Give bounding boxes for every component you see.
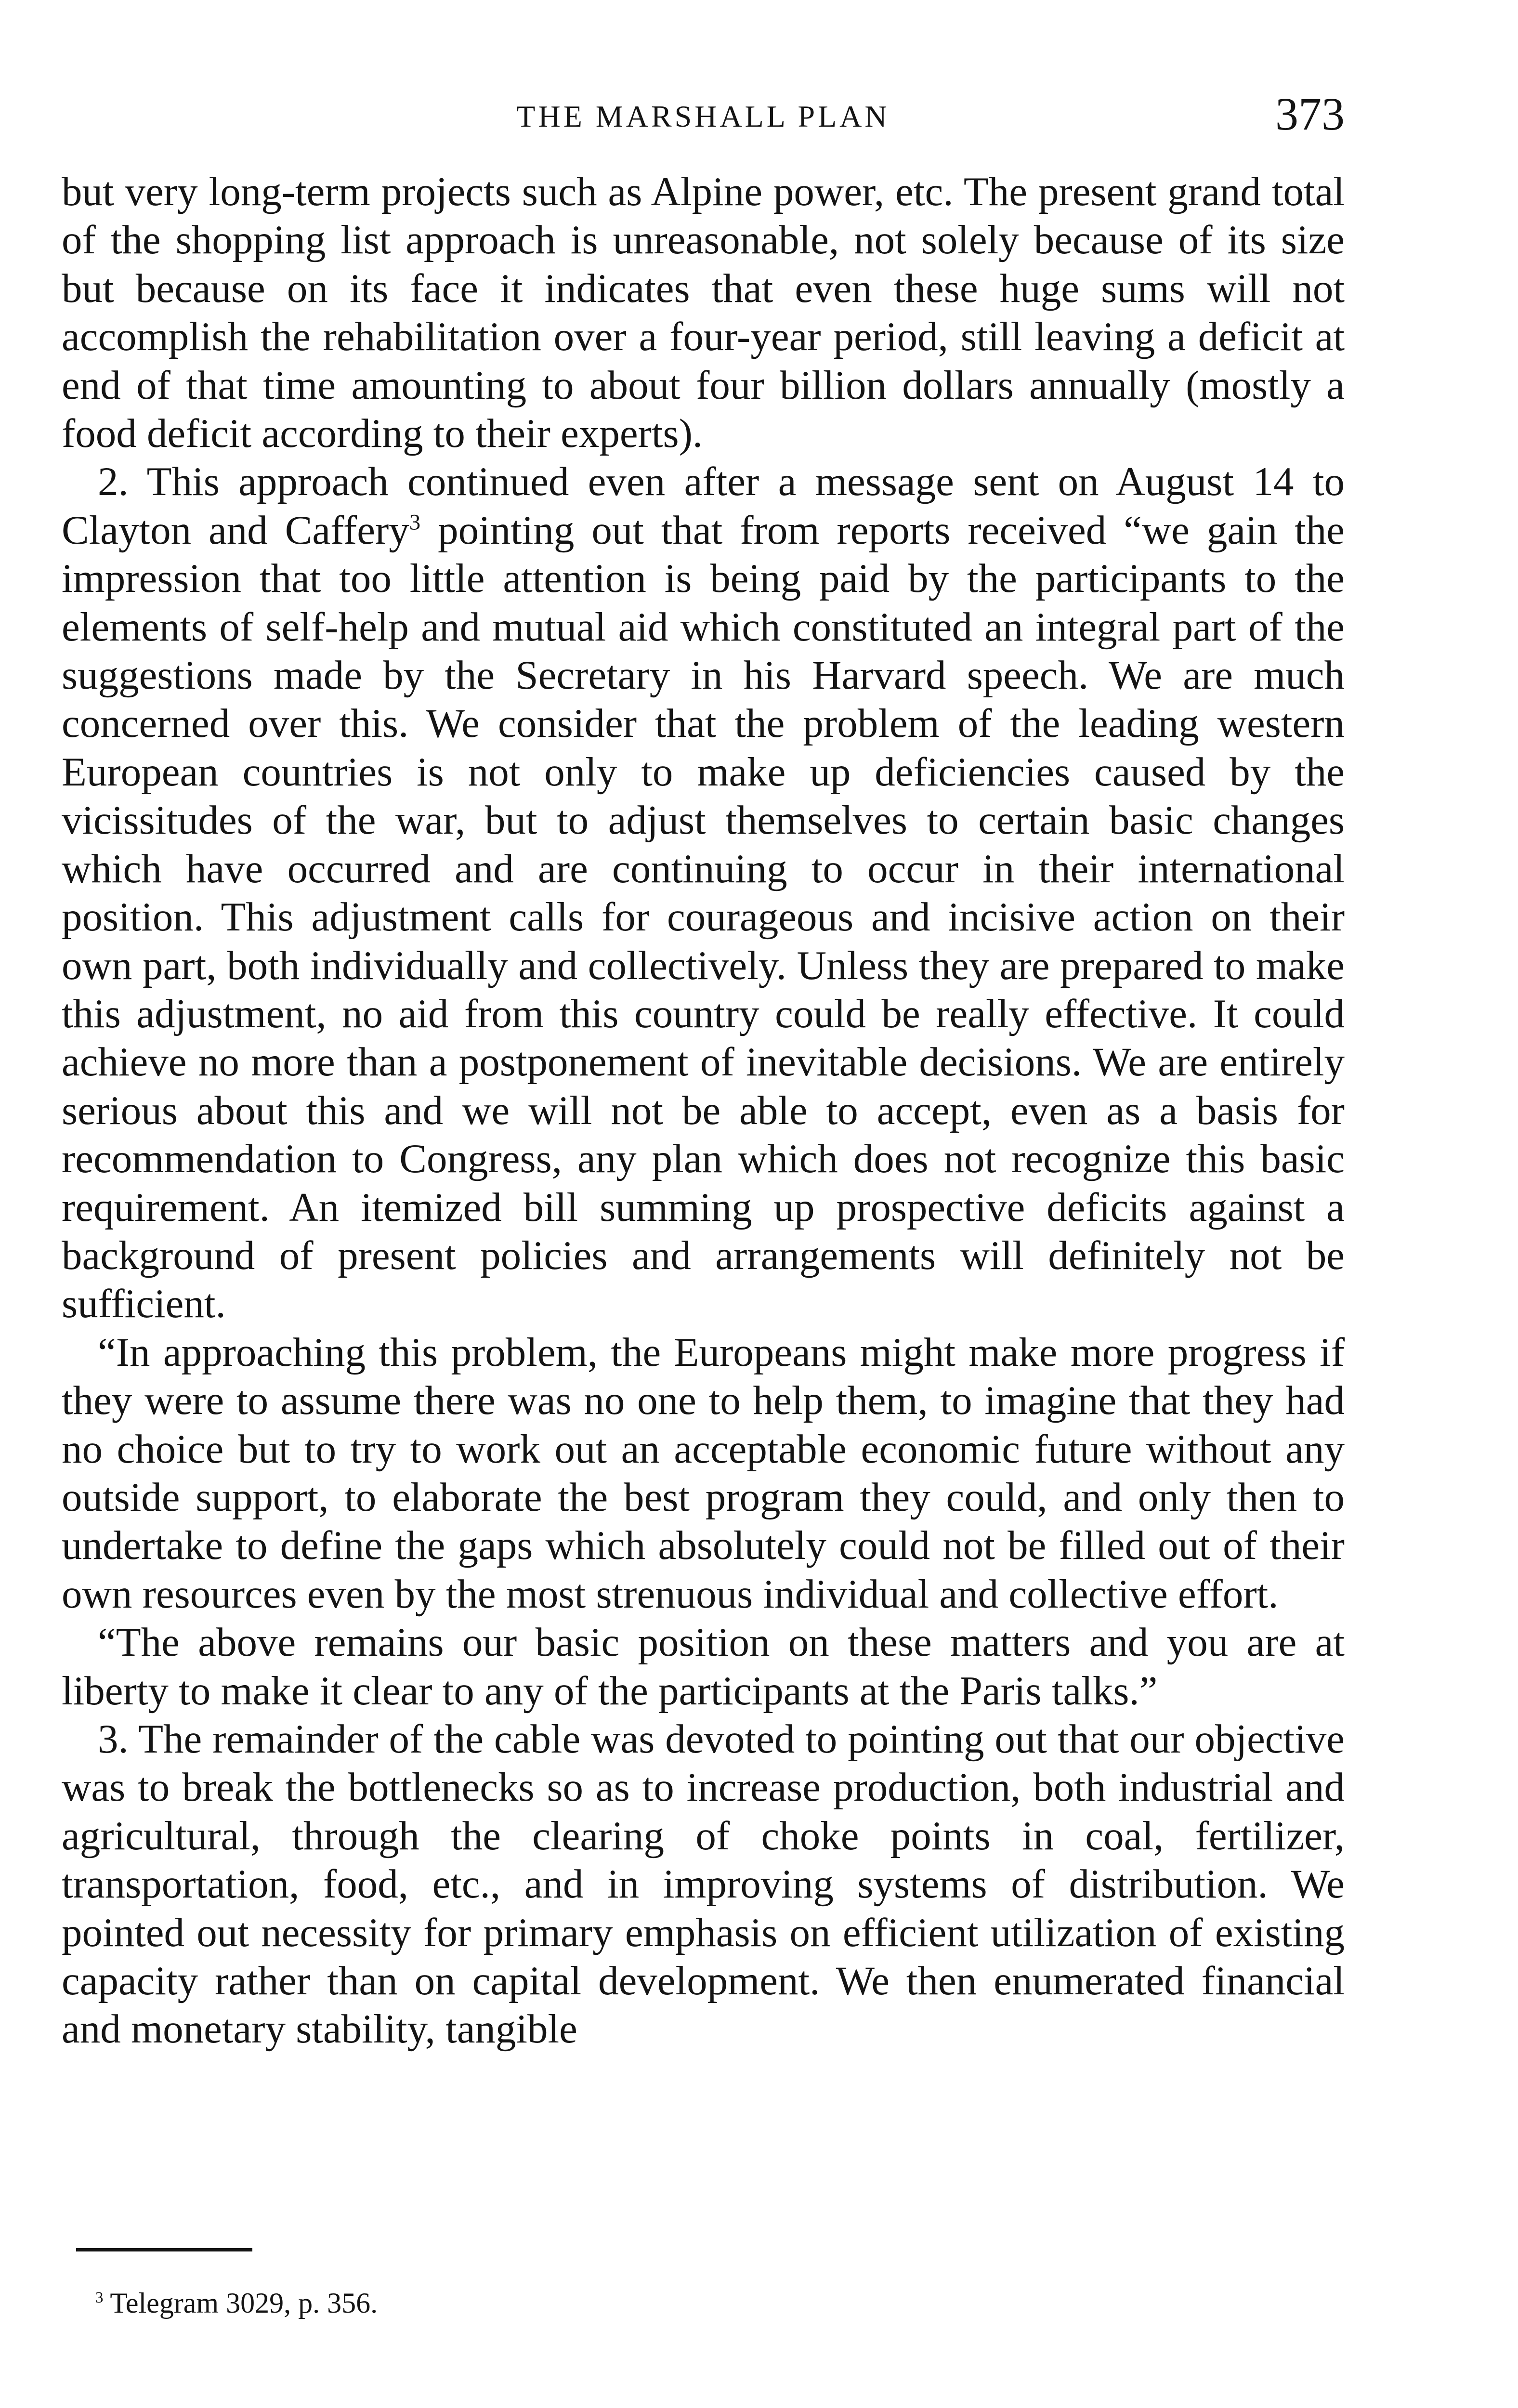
running-head <box>62 88 1345 141</box>
page-number: 373 <box>1275 88 1345 140</box>
footnote-divider <box>76 2248 252 2251</box>
running-title: THE MARSHALL PLAN <box>516 99 890 133</box>
paragraph-continuation: but very long-term projects such as Alpine power, etc. The present grand total of the shopping list approach is unreasonable, not solely because of its size but because on its face it indicates that even these huge sums will not accomplish the rehabilitation over a four-year period, still leaving a deficit at end of that time amounting to about four billion dollars annually (mostly a food deficit according to their experts). <box>62 169 1345 457</box>
footnote-text: Telegram 3029, p. 356. <box>110 2287 378 2319</box>
footnote-reference: 3 <box>409 510 421 535</box>
paragraph-5: 3. The remainder of the cable was devoted to pointing out that our objective was to break the bottlenecks so as to increase production, both industrial and agricultural, through the clearing of choke points in coal, fertilizer, transportation, food, etc., and in improving systems of distribution. We pointed out necessity for primary emphasis on efficient utilization of existing capacity rather than on capital development. We then enumerated financial and monetary stability, tangible <box>62 1716 1345 2052</box>
footnote <box>95 2285 378 2321</box>
footnote-marker: 3 <box>95 2289 104 2306</box>
paragraph-2 <box>62 458 1345 1328</box>
paragraph-3: “In approaching this problem, the Europeans might make more progress if they were to assume there was no one to help them, to imagine that they had no choice but to try to work out an acceptable economic future without any outside support, to elaborate the best program they could, and only then to undertake to define the gaps which absolutely could not be filled out of their own resources even by the most strenuous individual and collective effort. <box>62 1329 1345 1617</box>
paragraph-2-text-before-ref: 2. This approach continued even after a message sent on August 14 to Clayton and Caffery <box>62 459 1345 553</box>
paragraph-4: “The above remains our basic position on these matters and you are at liberty to make it clear to any of the participants at the Paris talks.” <box>62 1620 1345 1714</box>
paragraph-2-text-after-ref: pointing out that from reports received “we gain the impression that too little attention is being paid by the participants to the elements of self-help and mutual aid which constituted an integral part of the suggestions made by the Secretary in his Harvard speech. We are much concerned over this. We consider that the problem of the leading western European countries is not only to make up deficiencies caused by the vicissitudes of the war, but to adjust themselves to certain basic changes which have occurred and are continuing to occur in their international position. This adjustment calls for courageous and incisive action on their own part, both individually and collectively. Unless they are prepared to make this adjustment, no aid from this country could be really effective. It could achieve no more than a postponement of inevitable decisions. We are entirely serious about this and we will not be able to accept, even as a basis for recommendation to Congress, any plan which does not recognize this basic requirement. An itemized bill summing up prospective deficits against a background of present policies and arrangements will definitely not be sufficient. <box>62 507 1345 1327</box>
body-text <box>62 168 1345 2054</box>
